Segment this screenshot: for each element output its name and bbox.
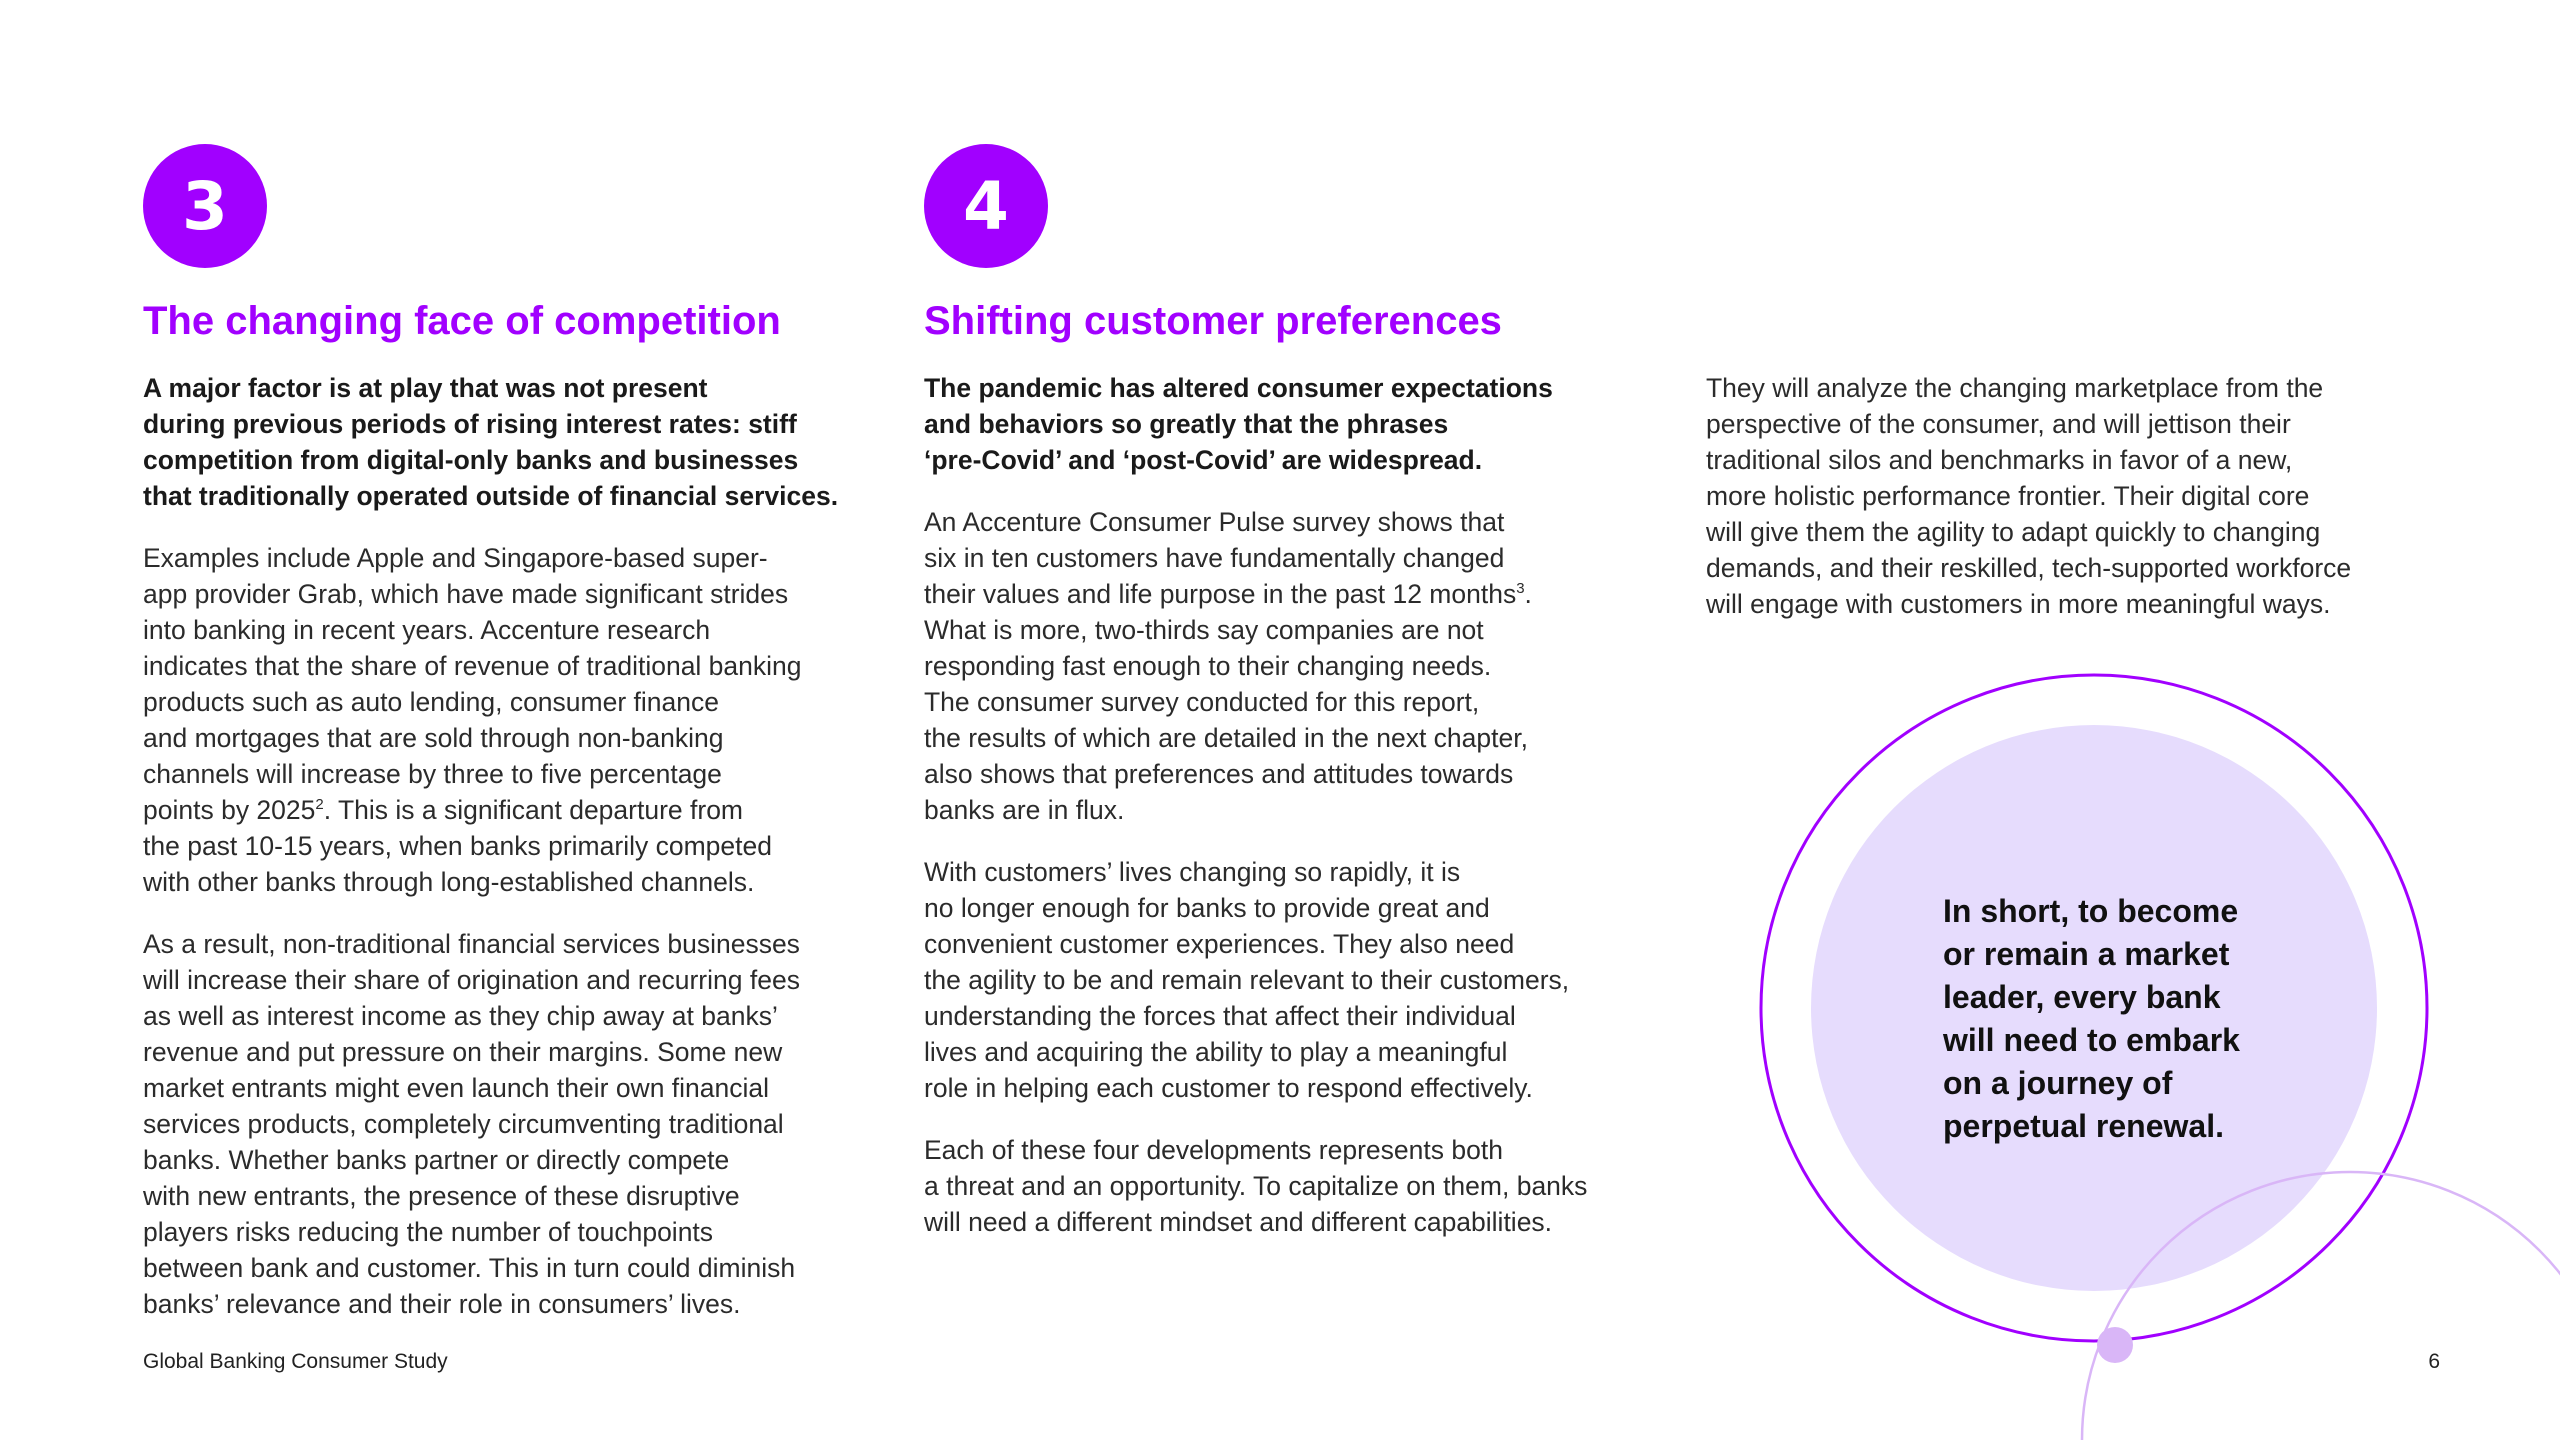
footnote-reference: 2 xyxy=(315,796,324,814)
text-line: With customers’ lives changing so rapidly, it is xyxy=(924,857,1461,887)
decorative-dot xyxy=(2097,1327,2133,1363)
text-line: responding fast enough to their changing needs. xyxy=(924,651,1492,681)
text-line: ‘pre-Covid’ and ‘post-Covid’ are widespread. xyxy=(924,445,1483,475)
text-line: services products, completely circumventing traditional xyxy=(143,1109,784,1139)
text-line: will give them the agility to adapt quickly to changing xyxy=(1706,517,2321,547)
quote-line: perpetual renewal. xyxy=(1943,1108,2224,1144)
text-line: demands, and their reskilled, tech-supported workforce xyxy=(1706,553,2352,583)
callout-quote xyxy=(1943,890,2343,1148)
section-number-badge-4: 4 xyxy=(924,144,1048,268)
text-line: The consumer survey conducted for this report, xyxy=(924,687,1480,717)
quote-line: or remain a market xyxy=(1943,936,2230,972)
section-4-heading: Shifting customer preferences xyxy=(924,299,1502,343)
text-line: indicates that the share of revenue of traditional banking xyxy=(143,651,802,681)
quote-line: leader, every bank xyxy=(1943,979,2221,1015)
text-line: that traditionally operated outside of financial services. xyxy=(143,481,839,511)
footnote-reference: 3 xyxy=(1516,580,1525,598)
text-line: the past 10-15 years, when banks primarily competed xyxy=(143,831,772,861)
text-line: between bank and customer. This in turn could diminish xyxy=(143,1253,796,1283)
text-line: banks. Whether banks partner or directly compete xyxy=(143,1145,730,1175)
text-line: and mortgages that are sold through non-banking xyxy=(143,723,724,753)
text-line: channels will increase by three to five percentage xyxy=(143,759,722,789)
section-3-heading: The changing face of competition xyxy=(143,299,781,343)
text-line: as well as interest income as they chip away at banks’ xyxy=(143,1001,778,1031)
text-line: An Accenture Consumer Pulse survey shows that xyxy=(924,507,1505,537)
text-line: will engage with customers in more meaningful ways. xyxy=(1706,589,2331,619)
text-fragment: . This is a significant departure from xyxy=(323,795,744,825)
text-line: understanding the forces that affect their individual xyxy=(924,1001,1516,1031)
text-line: and behaviors so greatly that the phrases xyxy=(924,409,1449,439)
quote-line: on a journey of xyxy=(1943,1065,2173,1101)
text-line: banks’ relevance and their role in consumers’ lives. xyxy=(143,1289,741,1319)
text-fragment: . xyxy=(1524,579,1532,609)
text-line: traditional silos and benchmarks in favor of a new, xyxy=(1706,445,2293,475)
text-line: revenue and put pressure on their margins. Some new xyxy=(143,1037,783,1067)
text-line: the results of which are detailed in the next chapter, xyxy=(924,723,1528,753)
footer-document-title: Global Banking Consumer Study xyxy=(143,1350,448,1373)
text-line: will need a different mindset and different capabilities. xyxy=(924,1207,1553,1237)
text-line: What is more, two-thirds say companies are not xyxy=(924,615,1484,645)
text-fragment: points by 2025 xyxy=(143,795,316,825)
text-line: Examples include Apple and Singapore-based super- xyxy=(143,543,768,573)
text-line: no longer enough for banks to provide great and xyxy=(924,893,1490,923)
text-line: role in helping each customer to respond effectively. xyxy=(924,1073,1533,1103)
text-line: The pandemic has altered consumer expectations xyxy=(924,373,1553,403)
quote-line: In short, to become xyxy=(1943,893,2239,929)
text-line: during previous periods of rising interest rates: stiff xyxy=(143,409,797,439)
text-line: Each of these four developments represents both xyxy=(924,1135,1503,1165)
text-line: with other banks through long-established channels. xyxy=(143,867,755,897)
text-line: convenient customer experiences. They also need xyxy=(924,929,1515,959)
text-line: app provider Grab, which have made significant strides xyxy=(143,579,789,609)
text-line: products such as auto lending, consumer finance xyxy=(143,687,719,717)
text-line: A major factor is at play that was not present xyxy=(143,373,708,403)
text-line: the agility to be and remain relevant to their customers, xyxy=(924,965,1570,995)
text-line: lives and acquiring the ability to play a meaningful xyxy=(924,1037,1508,1067)
text-line: players risks reducing the number of touchpoints xyxy=(143,1217,714,1247)
text-line: into banking in recent years. Accenture research xyxy=(143,615,711,645)
section-number-badge-3: 3 xyxy=(143,144,267,268)
page-number: 6 xyxy=(2428,1350,2440,1373)
text-line: a threat and an opportunity. To capitalize on them, banks xyxy=(924,1171,1588,1201)
text-line: perspective of the consumer, and will jettison their xyxy=(1706,409,2291,439)
quote-line: will need to embark xyxy=(1943,1022,2240,1058)
text-line: competition from digital-only banks and businesses xyxy=(143,445,799,475)
text-line: also shows that preferences and attitudes towards xyxy=(924,759,1514,789)
text-line: will increase their share of origination and recurring fees xyxy=(143,965,800,995)
text-line: They will analyze the changing marketplace from the xyxy=(1706,373,2324,403)
text-line: banks are in flux. xyxy=(924,795,1125,825)
text-line: market entrants might even launch their own financial xyxy=(143,1073,770,1103)
text-line: six in ten customers have fundamentally changed xyxy=(924,543,1505,573)
text-line: As a result, non-traditional financial services businesses xyxy=(143,929,800,959)
text-line: more holistic performance frontier. Their digital core xyxy=(1706,481,2310,511)
text-line: with new entrants, the presence of these disruptive xyxy=(143,1181,740,1211)
text-fragment: their values and life purpose in the past 12 months xyxy=(924,579,1517,609)
